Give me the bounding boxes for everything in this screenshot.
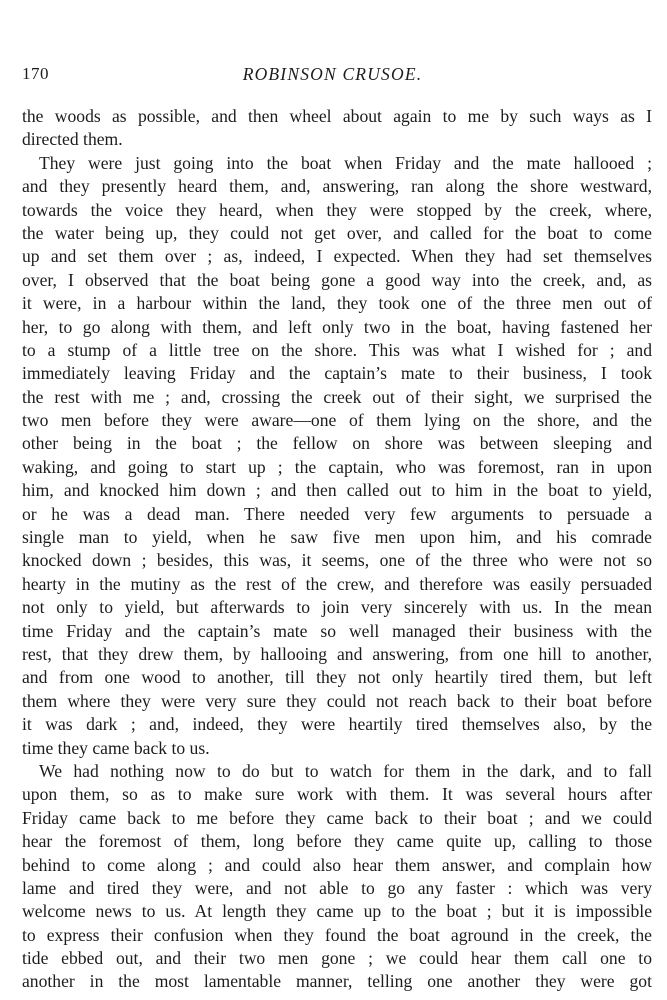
text-line: him, and knocked him down ; and then called out to him in the boat to yield, [22, 480, 652, 501]
text-line: to a stump of a little tree on the shore. This was what I wished for ; and [22, 339, 652, 360]
text-line: it were, in a harbour within the land, they took one of the three men out of [22, 293, 652, 314]
text-line: over, I observed that the boat being gone a good way into the creek, and, as [22, 269, 652, 290]
text-line: another in the most lamentable manner, telling one another they were got [22, 971, 652, 992]
text-line: the woods as possible, and then wheel about again to me by such ways as I [22, 106, 652, 126]
text-line: or he was a dead man. There needed very few arguments to persuade a [22, 503, 652, 524]
text-line: We had nothing now to do but to watch for them in the dark, and to fall [39, 760, 652, 781]
text-line: single man to yield, when he saw five men upon him, and his comrade [22, 527, 652, 548]
text-line: knocked down ; besides, this was, it seems, one of the three who were not so [22, 550, 652, 571]
text-line: them where they were very sure they could not reach back to their boat before [22, 690, 652, 711]
text-line: Friday came back to me before they came back to their boat ; and we could [22, 807, 652, 828]
text-line: time Friday and the captain’s mate so well managed their business with the [22, 620, 652, 641]
text-line: two men before they were aware—one of them lying on the shore, and the [22, 410, 652, 431]
book-title: ROBINSON CRUSOE. [242, 64, 423, 84]
running-head [22, 64, 643, 88]
text-line: to express their confusion when they found the boat aground in the creek, the [22, 924, 652, 945]
text-line: her, to go along with them, and left only two in the boat, having fastened her [22, 316, 652, 337]
text-line: the rest with me ; and, crossing the creek out of their sight, we surprised the [22, 386, 652, 407]
text-line: towards the voice they heard, when they were stopped by the creek, where, [22, 199, 652, 220]
text-line: directed them. [22, 129, 123, 150]
text-line: and from one wood to another, till they not only heartily tired them, but left [22, 667, 652, 688]
text-line: welcome news to us. At length they came up to the boat ; but it is impossible [22, 901, 652, 922]
text-line: immediately leaving Friday and the captain’s mate to their business, I took [22, 363, 652, 384]
text-line: not only to yield, but afterwards to join very sincerely with us. In the mean [22, 597, 652, 618]
text-line: and they presently heard them, and, answering, ran along the shore westward, [22, 176, 652, 197]
text-line: hear the foremost of them, long before they came quite up, calling to those [22, 831, 652, 852]
text-line: waking, and going to start up ; the captain, who was foremost, ran in upon [22, 456, 652, 477]
text-line: the water being up, they could not get over, and called for the boat to come [22, 222, 652, 243]
text-line: other being in the boat ; the fellow on shore was between sleeping and [22, 433, 652, 454]
text-line: lame and tired they were, and not able to go any faster : which was very [22, 877, 652, 898]
text-line: They were just going into the boat when Friday and the mate hallooed ; [39, 152, 652, 173]
text-line: upon them, so as to make sure work with them. It was several hours after [22, 784, 652, 805]
text-line: it was dark ; and, indeed, they were heartily tired themselves also, by the [22, 714, 652, 735]
text-line: tide ebbed out, and their two men gone ; we could hear them call one to [22, 948, 652, 969]
text-line: time they came back to us. [22, 737, 210, 758]
page-number: 170 [22, 64, 49, 83]
body-text [22, 105, 652, 994]
text-line: behind to come along ; and could also hear them answer, and complain how [22, 854, 652, 875]
text-line: rest, that they drew them, by hallooing and answering, from one hill to another, [22, 643, 652, 664]
text-line: hearty in the mutiny as the rest of the crew, and therefore was easily persuaded [22, 573, 652, 594]
text-line: up and set them over ; as, indeed, I expected. When they had set themselves [22, 246, 652, 267]
